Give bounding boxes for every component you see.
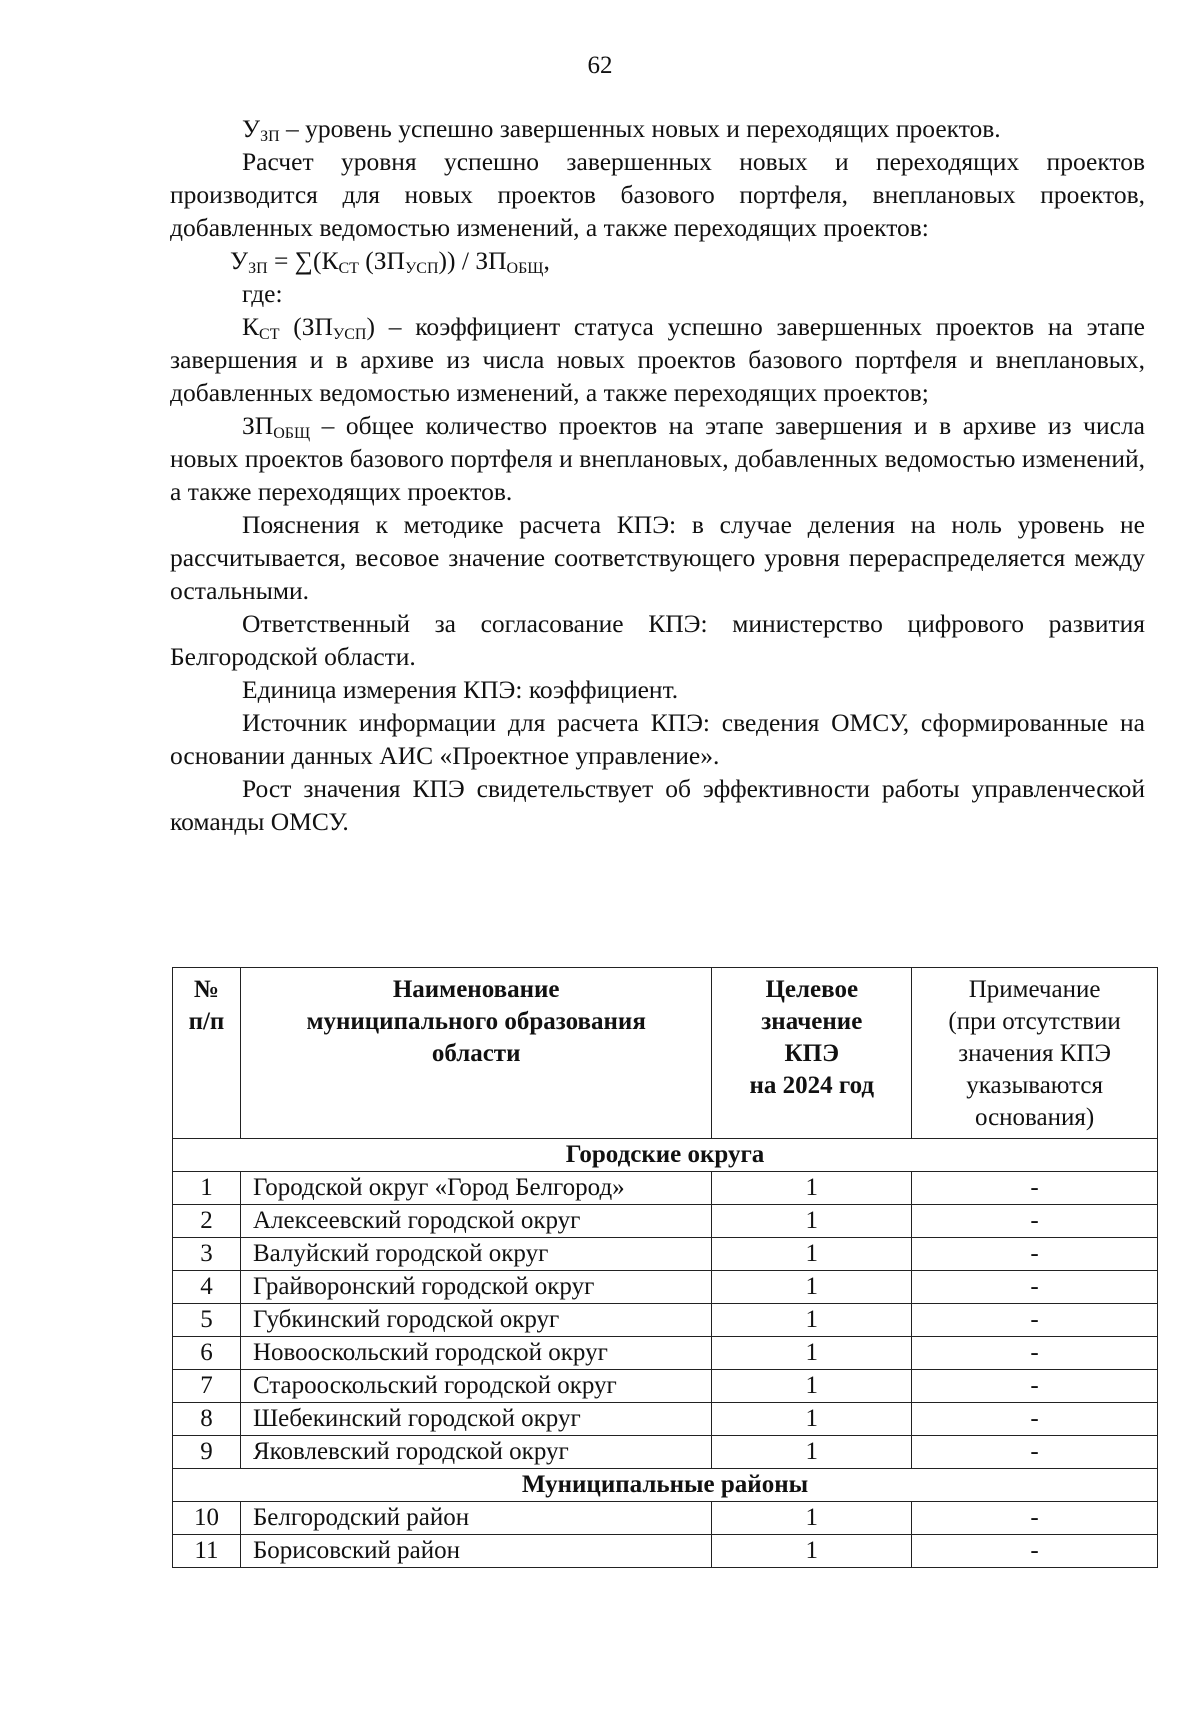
municipality-name: Алексеевский городской округ (240, 1205, 711, 1238)
document-body (170, 112, 1145, 838)
subscript: ОБЩ (506, 260, 544, 277)
note-value: - (912, 1436, 1158, 1469)
subscript: ОБЩ (273, 425, 311, 442)
text-run: = ∑(К (267, 246, 339, 275)
paragraph-p7 (170, 607, 1145, 673)
table-row (173, 1403, 1158, 1436)
text-run: Единица измерения КПЭ: коэффициент. (242, 675, 679, 704)
table-row (173, 1172, 1158, 1205)
header-line: Примечание (968, 976, 1101, 1003)
text-run: К (242, 312, 260, 341)
header-line: КПЭ (784, 1040, 840, 1067)
text-run: , (543, 246, 550, 275)
municipality-name: Грайворонский городской округ (240, 1271, 711, 1304)
table-row (173, 1370, 1158, 1403)
municipality-name: Старооскольский городской округ (240, 1370, 711, 1403)
subscript: ЗП (248, 260, 268, 277)
target-value: 1 (712, 1205, 912, 1238)
text-run: У (242, 114, 261, 143)
municipality-name: Валуйский городской округ (240, 1238, 711, 1271)
table-row (173, 1238, 1158, 1271)
municipality-name: Новооскольский городской округ (240, 1337, 711, 1370)
target-value: 1 (712, 1535, 912, 1568)
text-run: Ответственный за согласование КПЭ: министерство цифрового развития Белгородской области. (170, 609, 1145, 671)
text-run: – уровень успешно завершенных новых и переходящих проектов. (279, 114, 1001, 143)
target-value: 1 (712, 1436, 912, 1469)
municipality-name: Борисовский район (240, 1535, 711, 1568)
header-line: основания) (974, 1104, 1095, 1131)
subscript: ЗП (260, 128, 280, 145)
header-note (912, 968, 1158, 1139)
header-line: значения КПЭ (958, 1040, 1111, 1067)
paragraph-p5 (170, 409, 1145, 508)
target-value: 1 (712, 1502, 912, 1535)
paragraphs-after-formula (170, 277, 1145, 838)
header-line: № (193, 976, 220, 1003)
header-line: Целевое (765, 976, 859, 1003)
municipality-name: Белгородский район (240, 1502, 711, 1535)
header-line: значение (761, 1008, 863, 1035)
group-title: Городские округа (173, 1139, 1158, 1172)
target-value: 1 (712, 1271, 912, 1304)
subscript: СТ (338, 260, 359, 277)
target-value: 1 (712, 1370, 912, 1403)
group-row (173, 1469, 1158, 1502)
paragraph-p9 (170, 706, 1145, 772)
paragraph-p1 (170, 112, 1145, 145)
kpi-target-table (172, 967, 1158, 1568)
paragraph-p2 (170, 145, 1145, 244)
note-value: - (912, 1370, 1158, 1403)
text-run: где: (242, 279, 283, 308)
row-number: 9 (173, 1436, 241, 1469)
row-number: 2 (173, 1205, 241, 1238)
subscript: УСП (332, 326, 367, 343)
paragraph-p6 (170, 508, 1145, 607)
note-value: - (912, 1271, 1158, 1304)
note-value: - (912, 1337, 1158, 1370)
note-value: - (912, 1172, 1158, 1205)
text-run: У (230, 246, 249, 275)
target-value: 1 (712, 1238, 912, 1271)
row-number: 7 (173, 1370, 241, 1403)
header-line: области (431, 1040, 521, 1067)
group-row (173, 1139, 1158, 1172)
target-value: 1 (712, 1403, 912, 1436)
row-number: 11 (173, 1535, 241, 1568)
text-run: Расчет уровня успешно завершенных новых и переходящих проектов производится для новых проектов базового портфеля, внеплановых проектов, добавленных ведомостью изменений, а также переходящих проектов: (170, 147, 1145, 242)
text-run: ЗП (242, 411, 274, 440)
header-name (240, 968, 711, 1139)
paragraph-p3 (170, 277, 1145, 310)
text-run: Рост значения КПЭ свидетельствует об эффективности работы управленческой команды ОМСУ. (170, 774, 1145, 836)
municipality-name: Шебекинский городской округ (240, 1403, 711, 1436)
row-number: 8 (173, 1403, 241, 1436)
formula (170, 244, 1145, 277)
row-number: 1 (173, 1172, 241, 1205)
target-value: 1 (712, 1337, 912, 1370)
row-number: 4 (173, 1271, 241, 1304)
paragraph-p4 (170, 310, 1145, 409)
table-header-row (173, 968, 1158, 1139)
table-row (173, 1205, 1158, 1238)
text-run: – общее количество проектов на этапе завершения и в архиве из числа новых проектов базового портфеля и внеплановых, добавленных ведомостью изменений, а также переходящих проектов. (170, 411, 1145, 506)
target-value: 1 (712, 1304, 912, 1337)
table-row (173, 1535, 1158, 1568)
note-value: - (912, 1403, 1158, 1436)
note-value: - (912, 1205, 1158, 1238)
table-row (173, 1271, 1158, 1304)
paragraph-p10 (170, 772, 1145, 838)
note-value: - (912, 1535, 1158, 1568)
header-num (173, 968, 241, 1139)
target-value: 1 (712, 1172, 912, 1205)
municipality-name: Губкинский городской округ (240, 1304, 711, 1337)
group-title: Муниципальные районы (173, 1469, 1158, 1502)
municipality-name: Яковлевский городской округ (240, 1436, 711, 1469)
row-number: 10 (173, 1502, 241, 1535)
header-line: на 2024 год (749, 1072, 875, 1099)
row-number: 5 (173, 1304, 241, 1337)
table-row (173, 1502, 1158, 1535)
note-value: - (912, 1502, 1158, 1535)
row-number: 6 (173, 1337, 241, 1370)
page-number: 62 (587, 52, 613, 79)
subscript: СТ (259, 326, 280, 343)
text-run: (ЗП (279, 312, 333, 341)
subscript: УСП (404, 260, 439, 277)
text-run: ) – коэффициент статуса успешно завершенных проектов на этапе завершения и в архиве из числа новых проектов базового портфеля и внеплановых, добавленных ведомостью изменений, а также переходящих проектов; (170, 312, 1145, 407)
row-number: 3 (173, 1238, 241, 1271)
paragraphs-before-formula (170, 112, 1145, 244)
text-run: (ЗП (358, 246, 405, 275)
header-line: п/п (188, 1008, 225, 1035)
header-line: Наименование (392, 976, 560, 1003)
header-line: указываются (966, 1072, 1103, 1099)
paragraph-p8 (170, 673, 1145, 706)
header-line: муниципального образования (306, 1008, 646, 1035)
note-value: - (912, 1238, 1158, 1271)
table-body (173, 1139, 1158, 1568)
table-row (173, 1337, 1158, 1370)
table-row (173, 1436, 1158, 1469)
text-run: Источник информации для расчета КПЭ: сведения ОМСУ, сформированные на основании данных АИС «Проектное управление». (170, 708, 1145, 770)
table-row (173, 1304, 1158, 1337)
header-target (712, 968, 912, 1139)
text-run: )) / ЗП (438, 246, 507, 275)
header-line: (при отсутствии (948, 1008, 1121, 1035)
text-run: Пояснения к методике расчета КПЭ: в случае деления на ноль уровень не рассчитывается, весовое значение соответствующего уровня перераспределяется между остальными. (170, 510, 1145, 605)
municipality-name: Городской округ «Город Белгород» (240, 1172, 711, 1205)
kpi-table-container (172, 967, 1158, 1568)
note-value: - (912, 1304, 1158, 1337)
